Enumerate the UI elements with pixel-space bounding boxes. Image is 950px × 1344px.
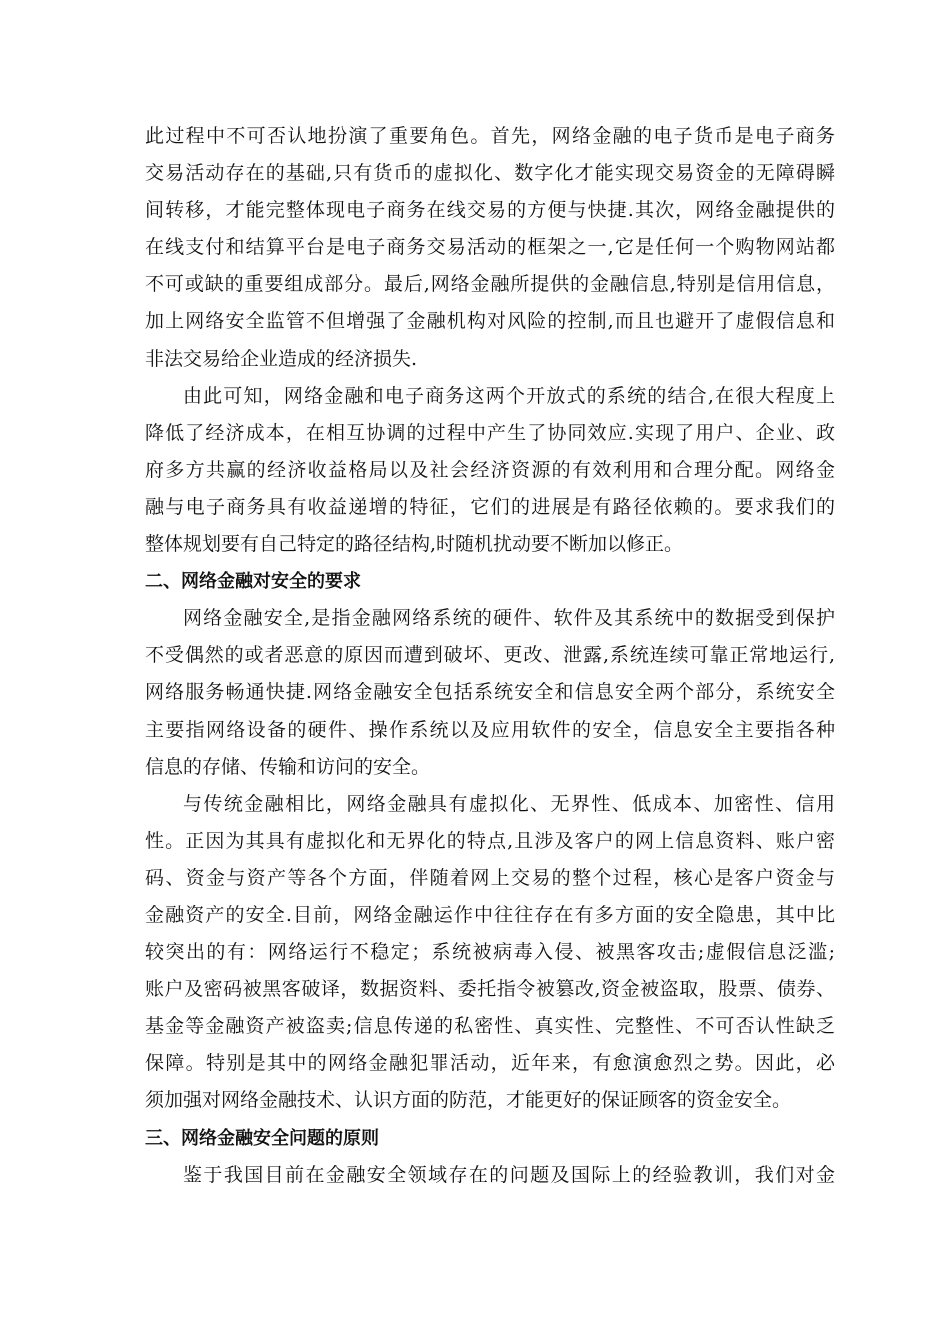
paragraph-continued bbox=[145, 118, 835, 378]
text-line: 府多方共赢的经济收益格局以及社会经济资源的有效利用和合理分配。网络金 bbox=[145, 458, 835, 481]
text-line: 融与电子商务具有收益递增的特征，它们的进展是有路径依赖的。要求我们的 bbox=[145, 495, 835, 518]
text-line: 整体规划要有自己特定的路径结构,时随机扰动要不断加以修正。 bbox=[145, 533, 684, 556]
text-line: 主要指网络设备的硬件、操作系统以及应用软件的安全，信息安全主要指各种 bbox=[145, 718, 835, 741]
section2-paragraph-1 bbox=[145, 600, 835, 785]
text-line: 较突出的有：网络运行不稳定；系统被病毒入侵、被黑客攻击;虚假信息泛滥; bbox=[145, 941, 835, 964]
text-line: 网络金融安全,是指金融网络系统的硬件、软件及其系统中的数据受到保护 bbox=[183, 607, 835, 630]
text-line: 信息的存储、传输和访问的安全。 bbox=[145, 755, 431, 778]
text-line: 加上网络安全监管不但增强了金融机构对风险的控制,而且也避开了虚假信息和 bbox=[145, 310, 835, 333]
text-line: 此过程中不可否认地扮演了重要角色。首先，网络金融的电子货币是电子商务 bbox=[145, 125, 835, 147]
text-line: 鉴于我国目前在金融安全领域存在的问题及国际上的经验教训，我们对金 bbox=[183, 1163, 835, 1186]
text-line: 账户及密码被黑客破译，数据资料、委托指令被篡改,资金被盗取，股票、债券、 bbox=[145, 978, 835, 1001]
section3-paragraph-1 bbox=[145, 1157, 835, 1194]
text-line: 保障。特别是其中的网络金融犯罪活动，近年来，有愈演愈烈之势。因此，必 bbox=[145, 1052, 835, 1075]
text-line: 金融资产的安全.目前，网络金融运作中往往存在有多方面的安全隐患，其中比 bbox=[145, 903, 835, 926]
text-line: 非法交易给企业造成的经济损失. bbox=[145, 347, 418, 370]
text-line: 不可或缺的重要组成部分。最后,网络金融所提供的金融信息,特别是信用信息， bbox=[145, 273, 835, 296]
text-line: 降低了经济成本，在相互协调的过程中产生了协同效应.实现了用户、企业、政 bbox=[145, 421, 835, 444]
text-line: 交易活动存在的基础,只有货币的虚拟化、数字化才能实现交易资金的无障碍瞬 bbox=[145, 162, 835, 185]
section-heading-2: 二、网络金融对安全的要求 bbox=[145, 571, 361, 593]
text-line: 与传统金融相比，网络金融具有虚拟化、无界性、低成本、加密性、信用 bbox=[183, 792, 835, 815]
text-line: 网络服务畅通快捷.网络金融安全包括系统安全和信息安全两个部分，系统安全 bbox=[145, 681, 835, 704]
section-heading-3: 三、网络金融安全问题的原则 bbox=[145, 1127, 379, 1149]
paragraph-conclusion bbox=[145, 378, 835, 563]
text-line: 码、资金与资产等各个方面，伴随着网上交易的整个过程，核心是客户资金与 bbox=[145, 866, 835, 889]
text-line: 在线支付和结算平台是电子商务交易活动的框架之一,它是任何一个购物网站都 bbox=[145, 236, 835, 259]
text-line: 性。正因为其具有虚拟化和无界化的特点,且涉及客户的网上信息资料、账户密 bbox=[145, 829, 835, 852]
text-line: 不受偶然的或者恶意的原因而遭到破坏、更改、泄露,系统连续可靠正常地运行, bbox=[145, 644, 835, 667]
document-body bbox=[145, 118, 835, 1194]
text-line: 由此可知，网络金融和电子商务这两个开放式的系统的结合,在很大程度上 bbox=[183, 384, 835, 407]
text-line: 须加强对网络金融技术、认识方面的防范，才能更好的保证顾客的资金安全。 bbox=[145, 1089, 792, 1112]
section2-paragraph-2 bbox=[145, 786, 835, 1120]
text-line: 间转移，才能完整体现电子商务在线交易的方便与快捷.其次，网络金融提供的 bbox=[145, 199, 835, 222]
text-line: 基金等金融资产被盗卖;信息传递的私密性、真实性、完整性、不可否认性缺乏 bbox=[145, 1015, 835, 1038]
